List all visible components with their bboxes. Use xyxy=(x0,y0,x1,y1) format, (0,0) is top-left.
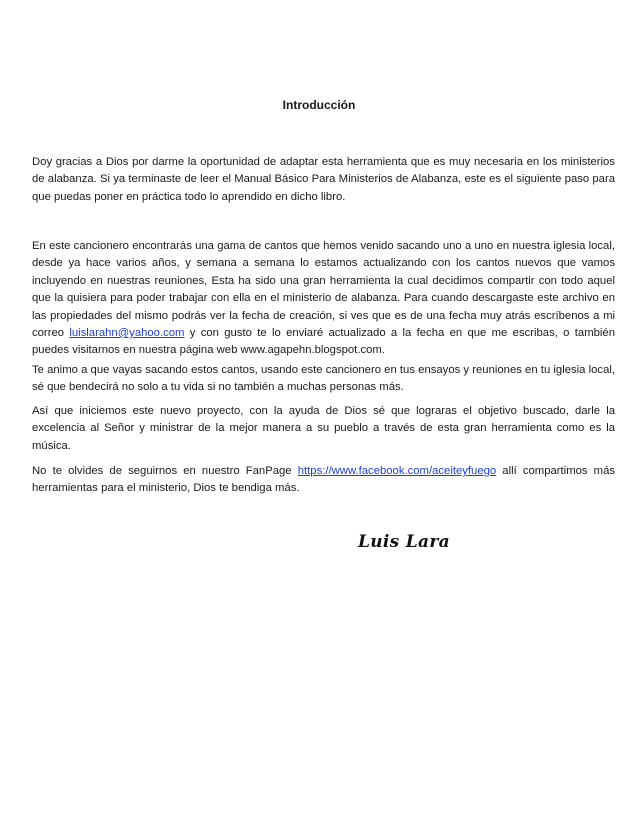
email-link[interactable]: luislarahn@yahoo.com xyxy=(69,327,185,340)
page-title: Introducción xyxy=(282,98,356,112)
facebook-link[interactable]: https://www.facebook.com/aceiteyfuego xyxy=(297,465,497,477)
paragraph-encouragement xyxy=(32,362,615,397)
paragraph-intro xyxy=(32,154,615,206)
paragraph-text-after-link: allí compartimos más herramientas para el ministerio, Dios te bendiga más. xyxy=(32,465,616,495)
paragraph-text-after-email: y con gusto te lo enviaré actualizado a la fecha en que me escribas, o también puedes visitarnos en nuestra página web www.agapehn.blogspot.com. xyxy=(32,327,615,357)
paragraph-cancionero xyxy=(32,238,615,360)
paragraph-text-before-email: En este cancionero encontrarás una gama de cantos que hemos venido sacando uno a uno en nuestra iglesia local, desde ya hace varios años, y semana a semana lo estamos actualizando con los cantos nuevos que vamos incluyendo en nuestras reuniones, Esta ha sido una gran herramienta la cual decidimos compartir con todo aquel que la quisiera para poder trabajar con ella en el ministerio de alabanza. Para cuando descargaste este archivo en las propiedades del mismo podrás ver la fecha de creación, si ves que es de una fecha muy atrás escríbenos a mi correo xyxy=(32,240,615,340)
paragraph-project xyxy=(32,403,615,455)
paragraph-text-before-link: No te olvides de seguirnos en nuestro FanPage xyxy=(32,465,298,477)
paragraph-fanpage xyxy=(32,463,615,498)
author-signature: Luis Lara xyxy=(358,532,450,552)
paragraph-text xyxy=(32,238,615,360)
paragraph-text: Doy gracias a Dios por darme la oportunidad de adaptar esta herramienta que es muy necesaria en los ministerios de alabanza. Si ya terminaste de leer el Manual Básico Para Ministerios de Alabanza, este es el siguiente paso para que puedas poner en práctica todo lo aprendido en dicho libro. xyxy=(32,156,615,203)
paragraph-text: Así que iniciemos este nuevo proyecto, con la ayuda de Dios sé que lograras el objetivo buscado, darle la excelencia al Señor y ministrar de la mejor manera a su pueblo a través de esta gran herramienta como es la música. xyxy=(32,405,615,452)
paragraph-text: Te animo a que vayas sacando estos cantos, usando este cancionero en tus ensayos y reuniones en tu iglesia local, sé que bendecirá no solo a tu vida si no también a muchas personas más. xyxy=(32,364,615,394)
paragraph-text xyxy=(32,463,615,498)
